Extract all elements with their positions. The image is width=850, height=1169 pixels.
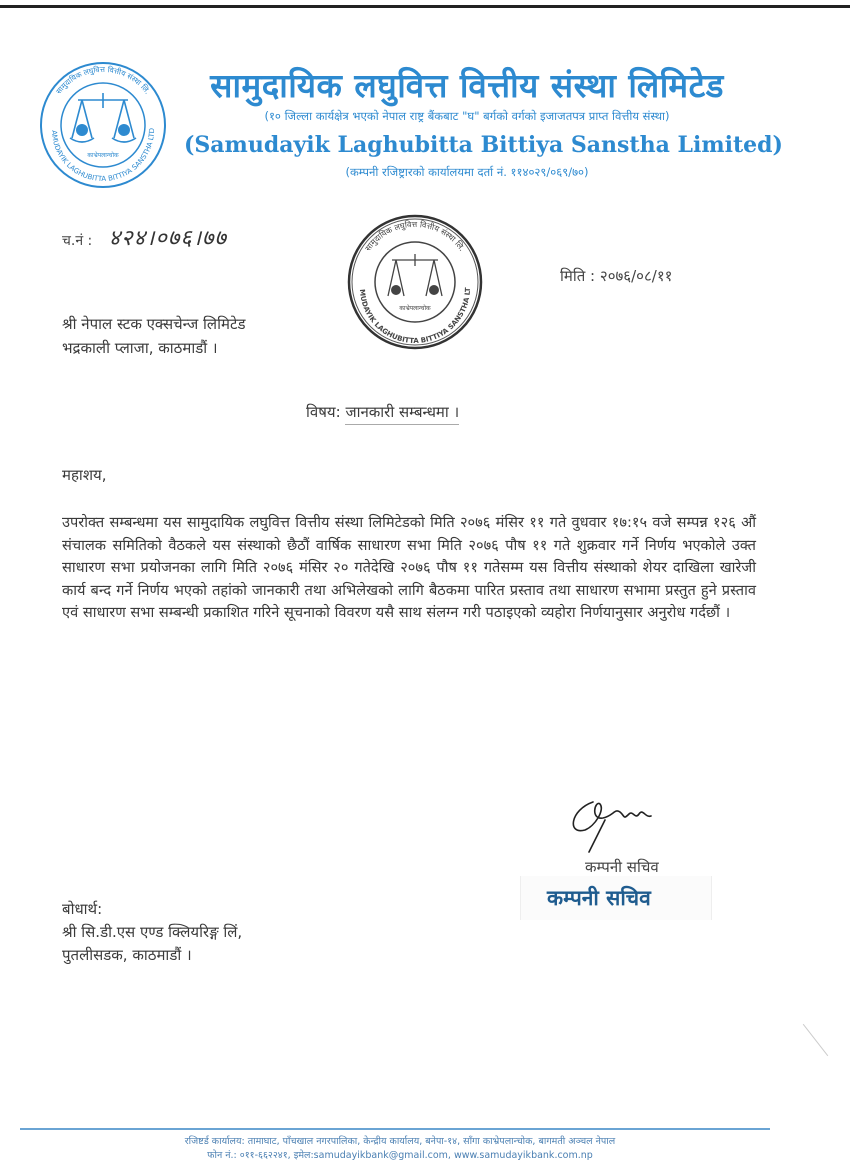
subject-text: जानकारी सम्बन्धमा । (345, 402, 459, 425)
date-label: मिति : (560, 267, 596, 285)
scan-mark (803, 1024, 828, 1056)
company-logo (38, 60, 168, 190)
logo-inner-text: काभ्रेपलान्चोक (87, 152, 119, 159)
copy-to (62, 898, 242, 967)
cc-line-2: पुतलीसडक, काठमाडौं । (62, 946, 192, 964)
logo-ring-np: सामुदायिक लघुवित्त वित्तीय संस्था लि. (54, 64, 153, 96)
salutation: महाशय, (62, 466, 107, 484)
stamp-ring-np: सामुदायिक लघुवित्त वित्तीय संस्था लि. (363, 219, 467, 253)
footer-address: रजिष्टर्ड कार्यालय: तामाघाट, पाँचखाल नगरपालिका, केन्द्रीय कार्यालय, बनेपा-१४, साँगा काभ्रेपलान्चोक, बागमती अञ्चल नेपाल (184, 1136, 616, 1147)
letter-date (560, 266, 672, 286)
stamp-inner-text: काभ्रेपलान्चोक (399, 305, 431, 312)
date-value: २०७६/०८/११ (599, 267, 673, 285)
official-stamp (340, 210, 490, 355)
addressee-line-1: श्री नेपाल स्टक एक्सचेन्ज लिमिटेड (62, 315, 246, 333)
subject-line (306, 402, 459, 425)
svg-text:SAMUDAYIK LAGHUBITTA BITTIYA S (340, 210, 472, 345)
stamp-ring-en: MUDAYIK LAGHUBITTA BITTIYA SANSTHA LT (357, 287, 473, 346)
addressee-line-2: भद्रकाली प्लाजा, काठमाडौं । (62, 339, 218, 357)
svg-text:सामुदायिक लघुवित्त वित्तीय संस (363, 219, 466, 253)
reference-value: ४२४।०७६।७७ (108, 226, 227, 251)
reference-label: च.नं : (62, 233, 93, 249)
footer (130, 1135, 670, 1163)
svg-text:सामुदायिक लघुवित्त वित्तीय संस (54, 65, 152, 96)
registration-number: (कम्पनी रजिष्ट्रारको कार्यालयमा दर्ता नं. ११४०२९/०६९/७०) (345, 165, 589, 179)
subject-label: विषय: (306, 403, 341, 421)
logo-ring-en: AMUDAYIK LAGHUBITTA BITTIYA SANSTHA LTD (49, 127, 157, 184)
letter-body: उपरोक्त सम्बन्धमा यस सामुदायिक लघुवित्त वित्तीय संस्था लिमिटेडको मिति २०७६ मंसिर ११ गते वुधवार १७:१५ वजे सम्पन्न १२६ औं संचालक समितिको वैठकले यस संस्थाको छैठौं वार्षिक साधारण सभा मिति २०७६ पौष ११ गते शुक्रवार गर्ने निर्णय भएकोले उक्त साधारण सभा प्रयोजनका लागि मिति २०७६ मंसिर २० गतेदेखि २०७६ पौष ११ गतेसम्म यस वित्तीय संस्थाको शेयर दाखिला खारेजी कार्य बन्द गर्ने निर्णय भएको तहांको जानकारी तथा अभिलेखको लागि बैठकमा पारित प्रस्ताव तथा साधारण सभामा प्रस्तुत हुने प्रस्ताव एवं साधारण सभा सम्बन्धी प्रकाशित गरिने सूचनाको विवरण यसै साथ संलग्न गरी पठाइएको व्यहोरा निर्णयानुसार अनुरोध गर्दछौं । (62, 514, 756, 622)
signatory-stamp-text: कम्पनी सचिव (547, 886, 651, 910)
signatory-stamp (520, 876, 712, 920)
addressee (62, 312, 246, 360)
company-name-nepali: सामुदायिक लघुवित्त वित्तीय संस्था लिमिटेड (210, 66, 724, 105)
license-note: (१० जिल्ला कार्यक्षेत्र भएको नेपाल राष्ट्र बैंकबाट "घ" बर्गको वर्गको इजाजतपत्र प्राप्त वित्तीय संस्था) (264, 109, 670, 123)
signatory-title: कम्पनी सचिव (585, 858, 659, 876)
footer-contact: फोन नं.: ०११-६६२२४१, इमेल:samudayikbank@gmail.com, www.samudayikbank.com.np (207, 1150, 593, 1161)
scan-top-edge (0, 5, 850, 8)
cc-label: बोधार्थ: (62, 900, 103, 918)
company-name-english: (Samudayik Laghubitta Bittiya Sanstha Limited) (184, 132, 783, 158)
reference-number (62, 222, 227, 252)
footer-divider (20, 1128, 770, 1130)
signature (565, 790, 675, 860)
cc-line-1: श्री सि.डी.एस एण्ड क्लियरिङ्ग लिं, (62, 923, 243, 941)
